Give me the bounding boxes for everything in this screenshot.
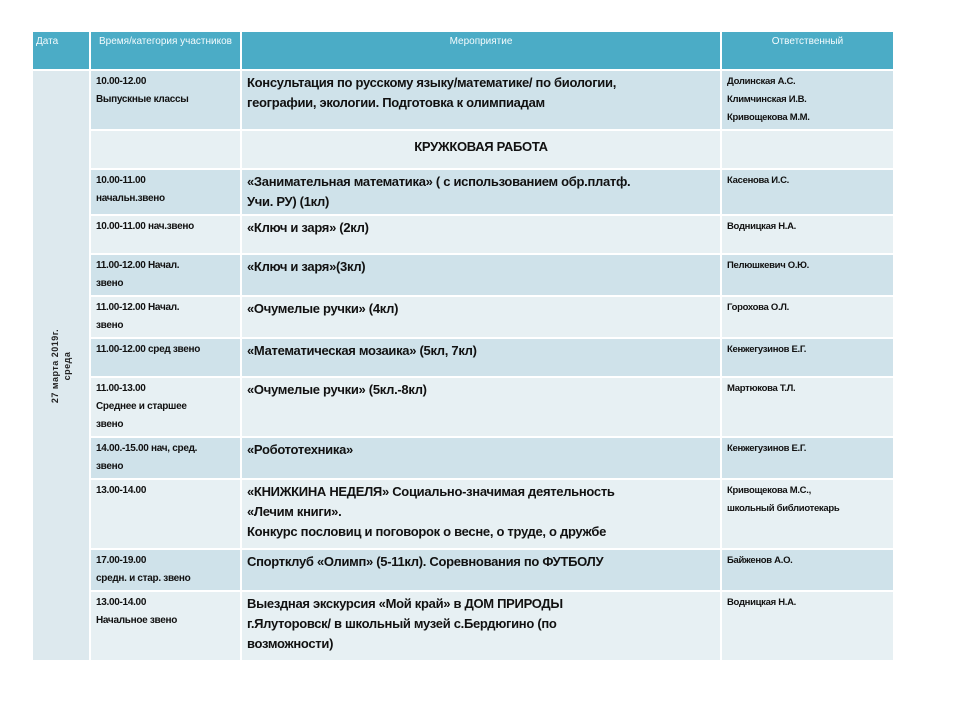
responsible-text: Кривощекова М.М. <box>727 112 810 123</box>
event-text: «Ключ и заря» (2кл) <box>247 220 369 235</box>
responsible-text: Касенова И.С. <box>727 175 790 186</box>
time-text: начальн.звено <box>96 193 165 204</box>
event-cell <box>241 296 721 338</box>
responsible-text: Горохова О.Л. <box>727 302 790 313</box>
time-cell <box>90 254 241 296</box>
table-row <box>32 479 894 549</box>
time-cell <box>90 215 241 254</box>
responsible-cell <box>721 377 894 437</box>
time-cell <box>90 70 241 130</box>
event-text: Конкурс пословиц и поговорок о весне, о труде, о дружбе <box>247 524 607 539</box>
time-text: 14.00.-15.00 нач, сред. <box>96 443 198 454</box>
event-text: «Очумелые ручки» (5кл.-8кл) <box>247 382 427 397</box>
event-cell <box>241 549 721 591</box>
event-text: г.Ялуторовск/ в школьный музей с.Бердюгино (по <box>247 616 557 631</box>
table-row <box>32 169 894 215</box>
responsible-cell <box>721 549 894 591</box>
weekday-text: среда <box>62 351 72 380</box>
table-row <box>32 549 894 591</box>
time-text: 11.00-12.00 Начал. <box>96 260 180 271</box>
time-text: 10.00-11.00 нач.звено <box>96 221 194 232</box>
time-cell <box>90 377 241 437</box>
responsible-cell <box>721 296 894 338</box>
event-text: «Очумелые ручки» (4кл) <box>247 301 399 316</box>
responsible-text: Климчинская И.В. <box>727 94 807 105</box>
header-responsible: Ответственный <box>721 31 894 70</box>
table-row <box>32 591 894 661</box>
responsible-cell <box>721 130 894 169</box>
event-text: географии, экологии. Подготовка к олимпиадам <box>247 95 545 110</box>
event-cell <box>241 591 721 661</box>
event-cell <box>241 70 721 130</box>
responsible-text: Кенжегузинов Е.Г. <box>727 344 807 355</box>
event-cell <box>241 377 721 437</box>
event-text: Спортклуб «Олимп» (5-11кл). Соревнования по ФУТБОЛУ <box>247 554 604 569</box>
event-cell <box>241 169 721 215</box>
event-text: возможности) <box>247 636 334 651</box>
responsible-text: Байженов А.О. <box>727 555 793 566</box>
table-row <box>32 254 894 296</box>
responsible-cell <box>721 169 894 215</box>
date-label <box>49 328 73 402</box>
time-text: 17.00-19.00 <box>96 555 147 566</box>
responsible-cell <box>721 254 894 296</box>
header-row <box>32 31 894 70</box>
event-text: «Ключ и заря»(3кл) <box>247 259 366 274</box>
time-text: Среднее и старшее <box>96 401 187 412</box>
table-row <box>32 338 894 377</box>
responsible-text: Водницкая Н.А. <box>727 597 797 608</box>
responsible-text: Долинская А.С. <box>727 76 796 87</box>
responsible-text: Пелюшкевич О.Ю. <box>727 260 810 271</box>
table-row <box>32 377 894 437</box>
table-row <box>32 437 894 479</box>
responsible-cell <box>721 591 894 661</box>
responsible-cell <box>721 437 894 479</box>
time-text: 11.00-12.00 Начал. <box>96 302 180 313</box>
time-cell <box>90 591 241 661</box>
event-text: Консультация по русскому языку/математике/ по биологии, <box>247 75 617 90</box>
event-text: КРУЖКОВАЯ РАБОТА <box>414 139 548 154</box>
responsible-cell <box>721 70 894 130</box>
time-text: Выпускные классы <box>96 94 189 105</box>
event-text: «Робототехника» <box>247 442 353 457</box>
time-text: 11.00-12.00 сред звено <box>96 344 201 355</box>
responsible-text: школьный библиотекарь <box>727 503 840 514</box>
time-cell <box>90 169 241 215</box>
event-text: Учи. РУ) (1кл) <box>247 194 329 209</box>
event-cell <box>241 254 721 296</box>
responsible-text: Кенжегузинов Е.Г. <box>727 443 807 454</box>
event-cell <box>241 215 721 254</box>
table-row <box>32 70 894 130</box>
event-cell <box>241 338 721 377</box>
time-text: Начальное звено <box>96 615 178 626</box>
time-cell <box>90 479 241 549</box>
header-event: Мероприятие <box>241 31 721 70</box>
event-text: «Лечим книги». <box>247 504 342 519</box>
event-cell <box>241 130 721 169</box>
time-cell <box>90 296 241 338</box>
time-cell <box>90 437 241 479</box>
responsible-cell <box>721 338 894 377</box>
date-text: 27 марта 2019г. <box>50 328 60 403</box>
time-text: 10.00-12.00 <box>96 76 147 87</box>
responsible-text: Кривощекова М.С., <box>727 485 811 496</box>
event-cell <box>241 437 721 479</box>
time-cell <box>90 338 241 377</box>
time-text: звено <box>96 320 124 331</box>
time-text: 11.00-13.00 <box>96 383 146 394</box>
event-text: «Занимательная математика» ( с использованием обр.платф. <box>247 174 631 189</box>
time-text: звено <box>96 461 124 472</box>
time-cell <box>90 549 241 591</box>
event-text: «КНИЖКИНА НЕДЕЛЯ» Социально-значимая деятельность <box>247 484 615 499</box>
responsible-cell <box>721 215 894 254</box>
responsible-cell <box>721 479 894 549</box>
table-row <box>32 296 894 338</box>
time-text: 13.00-14.00 <box>96 485 147 496</box>
date-cell <box>32 70 90 661</box>
schedule-table <box>31 30 895 662</box>
table-row <box>32 130 894 169</box>
event-text: Выездная экскурсия «Мой край» в ДОМ ПРИРОДЫ <box>247 596 563 611</box>
time-text: средн. и стар. звено <box>96 573 191 584</box>
header-date: Дата <box>32 31 90 70</box>
table-row <box>32 215 894 254</box>
header-time: Время/категория участников <box>90 31 241 70</box>
event-text: «Математическая мозаика» (5кл, 7кл) <box>247 343 477 358</box>
time-text: звено <box>96 419 124 430</box>
time-text: 10.00-11.00 <box>96 175 146 186</box>
time-text: звено <box>96 278 124 289</box>
responsible-text: Водницкая Н.А. <box>727 221 797 232</box>
responsible-text: Мартюкова Т.Л. <box>727 383 796 394</box>
event-cell <box>241 479 721 549</box>
time-cell <box>90 130 241 169</box>
time-text: 13.00-14.00 <box>96 597 147 608</box>
